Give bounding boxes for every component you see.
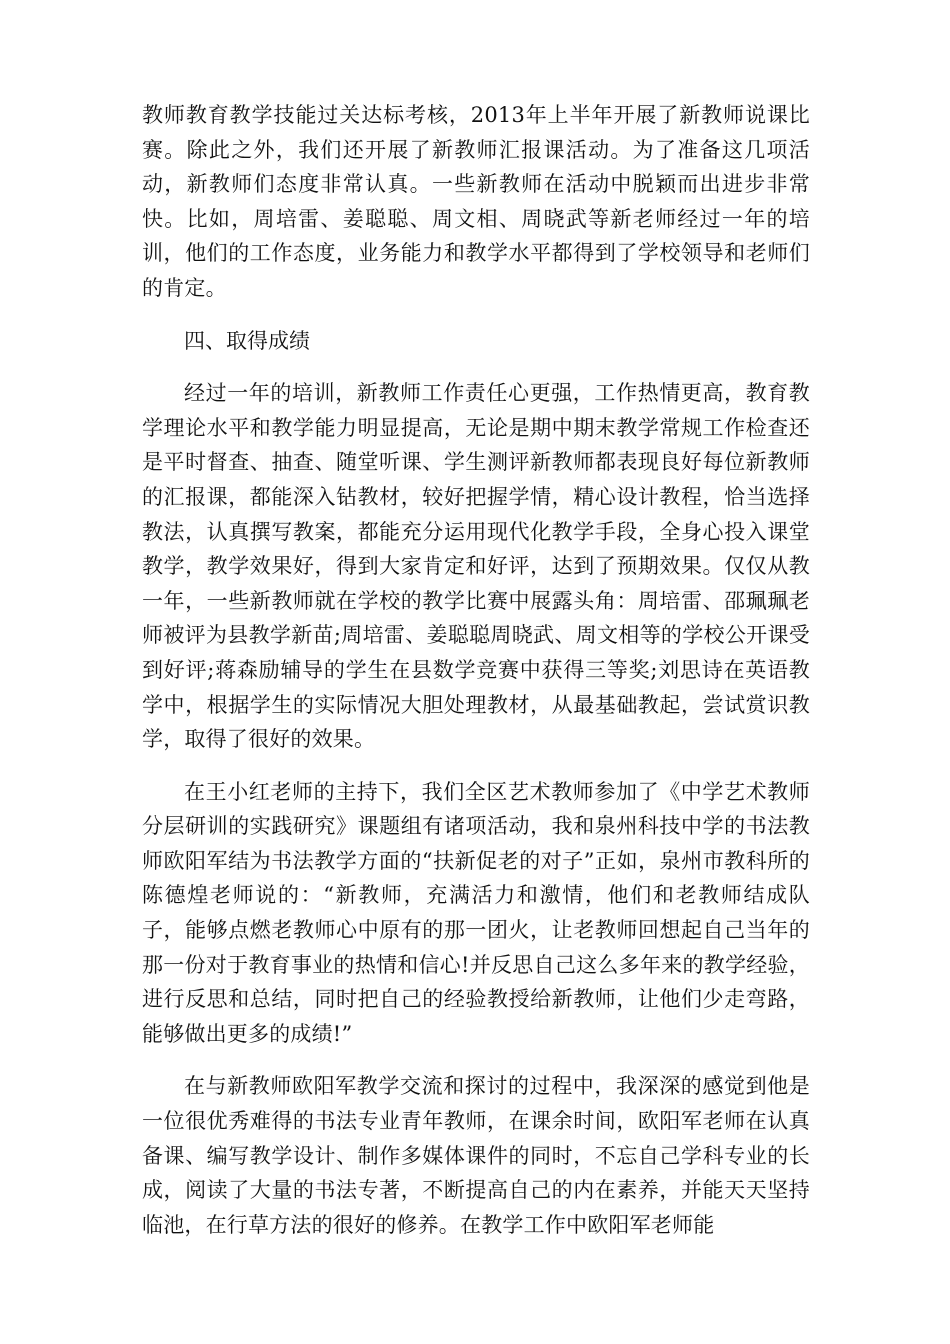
paragraph-continued: 教师教育教学技能过关达标考核，2013年上半年开展了新教师说课比赛。除此之外，我们还开展了新教师汇报课活动。为了准备这几项活动，新教师们态度非常认真。一些新教师在活动中脱颖而出进步非常快。比如，周培雷、姜聪聪、周文相、周晓武等新老师经过一年的培训，他们的工作态度，业务能力和教学水平都得到了学校领导和老师们的肯定。 <box>142 103 810 300</box>
section-heading: 四、取得成绩 <box>184 328 310 353</box>
paragraph-ouyang-jun: 在与新教师欧阳军教学交流和探讨的过程中，我深深的感觉到他是一位很优秀难得的书法专业青年教师，在课余时间，欧阳军老师在认真备课、编写教学设计、制作多媒体课件的同时，不忘自己学科专业的长成，阅读了大量的书法专著，不断提高自己的内在素养，并能天天坚持临池，在行草方法的很好的修养。在教学工作中欧阳军老师能 <box>142 1074 810 1237</box>
paragraph-achievements: 经过一年的培训，新教师工作责任心更强，工作热情更高，教育教学理论水平和教学能力明显提高，无论是期中期末教学常规工作检查还是平时督查、抽查、随堂听课、学生测评新教师都表现良好每位新教师的汇报课，都能深入钻教材，较好把握学情，精心设计教程，恰当选择教法，认真撰写教案，都能充分运用现代化教学手段，全身心投入课堂教学，教学效果好，得到大家肯定和好评，达到了预期效果。仅仅从教一年，一些新教师就在学校的教学比赛中展露头角：周培雷、邵珮珮老师被评为县教学新苗;周培雷、姜聪聪周晓武、周文相等的学校公开课受到好评;蒋森励辅导的学生在县数学竞赛中获得三等奖;刘思诗在英语教学中，根据学生的实际情况大胆处理教材，从最基础教起，尝试赏识教学，取得了很好的效果。 <box>142 381 810 752</box>
document-page <box>142 98 810 1260</box>
paragraph-art-teachers: 在王小红老师的主持下，我们全区艺术教师参加了《中学艺术教师分层研训的实践研究》课题组有诸项活动，我和泉州科技中学的书法教师欧阳军结为书法教学方面的“扶新促老的对子”正如，泉州市教科所的陈德煌老师说的：“新教师，充满活力和激情，他们和老教师结成队子，能够点燃老教师心中原有的那一团火，让老教师回想起自己当年的那一份对于教育事业的热情和信心!并反思自己这么多年来的教学经验，进行反思和总结，同时把自己的经验教授给新教师，让他们少走弯路，能够做出更多的成绩!” <box>142 779 810 1046</box>
